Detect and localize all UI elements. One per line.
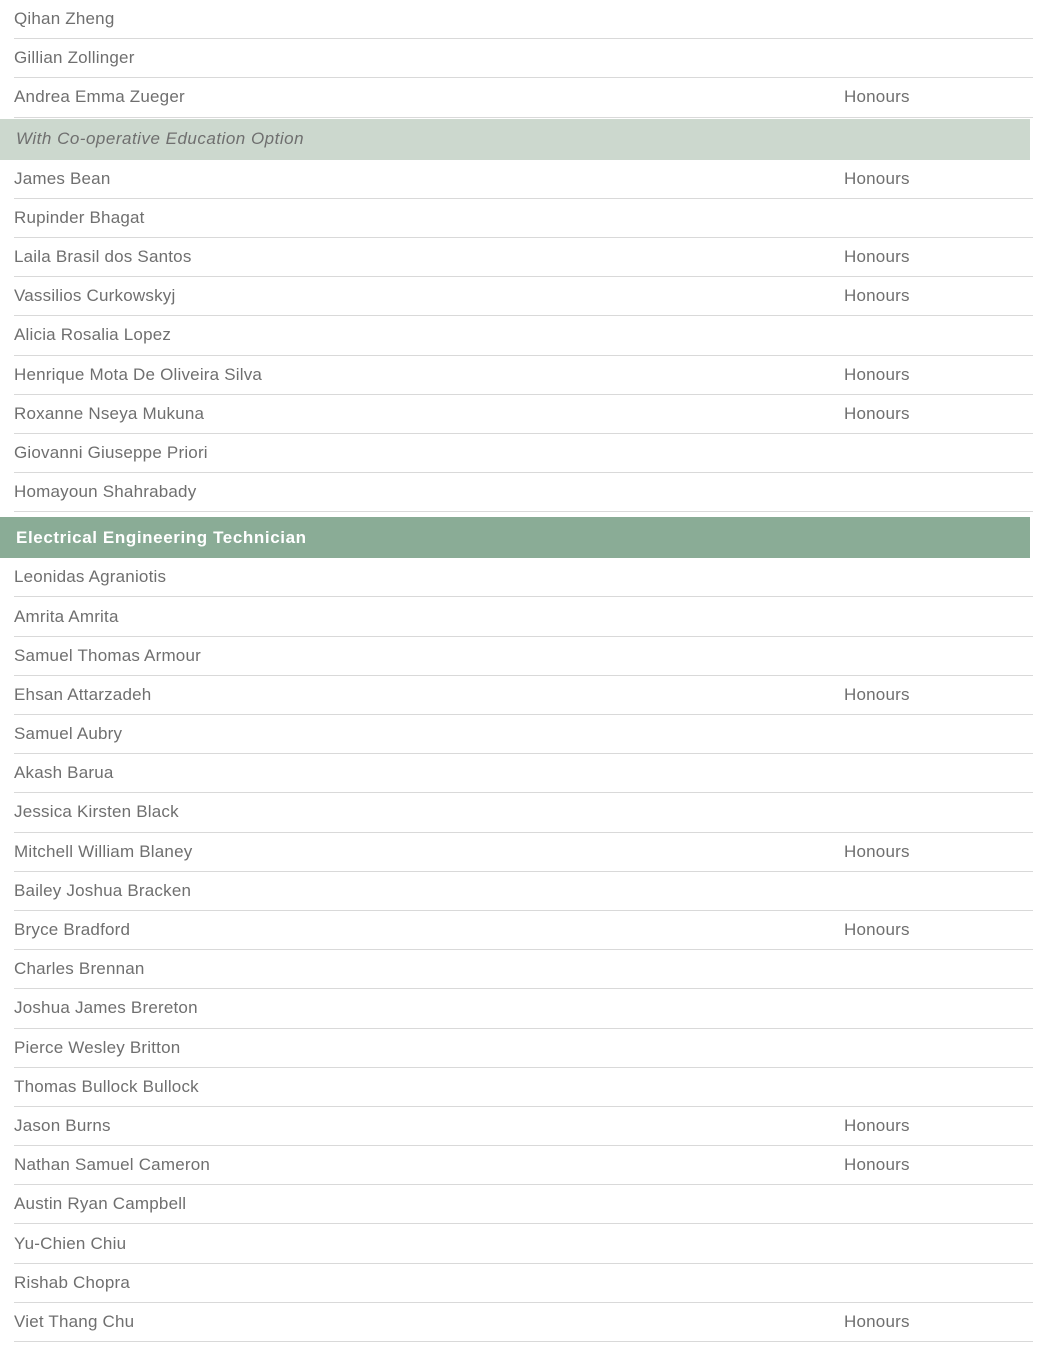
- graduate-name: Joshua James Brereton: [14, 998, 198, 1018]
- graduate-name: Bailey Joshua Bracken: [14, 880, 192, 900]
- table-row: [14, 434, 1033, 473]
- graduate-name: Nathan Samuel Cameron: [14, 1155, 211, 1175]
- graduate-name: Alicia Rosalia Lopez: [14, 325, 172, 345]
- honours-status: Honours: [844, 286, 910, 306]
- program-title: Electrical Engineering Technician: [16, 527, 307, 547]
- table-row: [14, 0, 1033, 39]
- graduate-name: Bryce Bradford: [14, 920, 131, 940]
- table-row: [14, 1107, 1033, 1146]
- table-row: [14, 872, 1033, 911]
- honours-status: Honours: [844, 1311, 910, 1331]
- graduate-name: Akash Barua: [14, 763, 114, 783]
- table-row: [14, 473, 1033, 512]
- graduate-name: Jessica Kirsten Black: [14, 802, 179, 822]
- table-row: [14, 1224, 1033, 1263]
- graduate-name: Vassilios Curkowskyj: [14, 286, 176, 306]
- table-row: [14, 1185, 1033, 1224]
- graduate-name: James Bean: [14, 168, 111, 188]
- table-row: [14, 1264, 1033, 1303]
- graduate-name: Austin Ryan Campbell: [14, 1194, 187, 1214]
- table-row: [14, 277, 1033, 316]
- honours-status: Honours: [844, 684, 910, 704]
- coop-section-title: With Co-operative Education Option: [16, 129, 305, 149]
- table-row: [14, 1303, 1033, 1342]
- graduate-name: Roxanne Nseya Mukuna: [14, 403, 205, 423]
- graduate-name: Jason Burns: [14, 1115, 111, 1135]
- graduate-name: Andrea Emma Zueger: [14, 87, 185, 107]
- honours-status: Honours: [844, 1115, 910, 1135]
- honours-status: Honours: [844, 87, 910, 107]
- honours-status: Honours: [844, 168, 910, 188]
- table-row: [14, 1068, 1033, 1107]
- graduate-name: Pierce Wesley Britton: [14, 1037, 181, 1057]
- honours-status: Honours: [844, 247, 910, 267]
- coop-section: [0, 160, 1037, 513]
- table-row: [14, 1029, 1033, 1068]
- table-row: [14, 199, 1033, 238]
- graduate-name: Rupinder Bhagat: [14, 207, 145, 227]
- table-row: [14, 316, 1033, 355]
- table-row: [14, 754, 1033, 793]
- table-row: [14, 597, 1033, 636]
- table-row: [14, 989, 1033, 1028]
- table-row: [14, 793, 1033, 832]
- table-row: [14, 715, 1033, 754]
- honours-status: Honours: [844, 1155, 910, 1175]
- table-row: [14, 676, 1033, 715]
- table-row: [14, 356, 1033, 395]
- table-row: [14, 558, 1033, 597]
- table-row: [14, 78, 1033, 117]
- table-row: [14, 39, 1033, 78]
- coop-section-header: [0, 119, 1030, 160]
- program-header: [0, 517, 1030, 558]
- graduate-name: Charles Brennan: [14, 959, 145, 979]
- graduate-name: Amrita Amrita: [14, 606, 119, 626]
- table-row: [14, 637, 1033, 676]
- honours-status: Honours: [844, 841, 910, 861]
- graduate-name: Qihan Zheng: [14, 9, 115, 29]
- top-section: [0, 0, 1037, 118]
- table-row: [14, 1146, 1033, 1185]
- graduate-name: Viet Thang Chu: [14, 1311, 135, 1331]
- graduate-name: Rishab Chopra: [14, 1272, 130, 1292]
- graduate-name: Thomas Bullock Bullock: [14, 1076, 199, 1096]
- graduate-name: Mitchell William Blaney: [14, 841, 193, 861]
- table-row: [14, 950, 1033, 989]
- table-row: [14, 160, 1033, 199]
- graduate-name: Leonidas Agraniotis: [14, 567, 167, 587]
- honours-status: Honours: [844, 920, 910, 940]
- graduate-name: Homayoun Shahrabady: [14, 482, 197, 502]
- graduate-name: Samuel Thomas Armour: [14, 645, 201, 665]
- table-row: [14, 833, 1033, 872]
- graduate-name: Giovanni Giuseppe Priori: [14, 442, 208, 462]
- table-row: [14, 238, 1033, 277]
- graduate-name: Samuel Aubry: [14, 724, 123, 744]
- graduate-name: Yu-Chien Chiu: [14, 1233, 127, 1253]
- program-section: [0, 558, 1037, 1342]
- graduate-name: Gillian Zollinger: [14, 48, 135, 68]
- honours-status: Honours: [844, 364, 910, 384]
- graduate-name: Henrique Mota De Oliveira Silva: [14, 364, 263, 384]
- graduate-name: Ehsan Attarzadeh: [14, 684, 152, 704]
- table-row: [14, 395, 1033, 434]
- graduate-name: Laila Brasil dos Santos: [14, 247, 192, 267]
- honours-status: Honours: [844, 403, 910, 423]
- table-row: [14, 911, 1033, 950]
